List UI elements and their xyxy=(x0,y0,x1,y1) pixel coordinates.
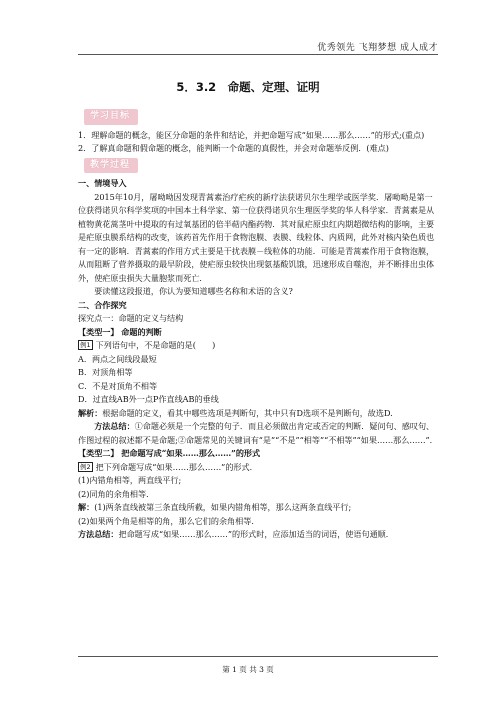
goals-banner: 学习目标 xyxy=(84,109,138,125)
explore-point: 探究点一：命题的定义与结构 xyxy=(78,313,184,323)
analysis-text: 根据命题的定义，看其中哪些选项是判断句，其中只有D选项不是判断句，故选D. xyxy=(102,407,393,418)
option-item: C．不是对顶角不相等 xyxy=(78,380,158,391)
lesson-content xyxy=(78,107,438,542)
section-heading: 二、合作探究 xyxy=(78,299,127,310)
answer xyxy=(78,501,438,515)
summary-label: 方法总结： xyxy=(94,421,135,431)
section-heading: 一、情境导入 xyxy=(78,178,127,188)
answer-line: (2)如果两个角是相等的角，那么它们的余角相等． xyxy=(78,515,260,526)
type-title: 【类型一】 命题的判断 xyxy=(78,326,162,337)
example-number-badge: 例2 xyxy=(80,462,91,471)
sub-item: (2)同角的余角相等． xyxy=(78,488,155,499)
example-number-badge: 例1 xyxy=(80,341,91,349)
example-question-text: 把下列命题写成“如果……那么……”的形式． xyxy=(95,461,258,472)
intro-paragraph: 2015年10月，屠呦呦因发现青蒿素治疗疟疾的新疗法获诺贝尔生理学或医学奖．屠呦呦是第一位获得诺贝尔科学奖项的中国本土科学家、第一位获得诺贝尔生理医学奖的华人科学家．青蒿素是从植物黄花蒿茎叶中提取的有过氧基团的倍半萜内酯药物．其对鼠疟原虫红内期超微结构的影响，主要是疟原虫膜系结构的改变，该药首先作用于食物泡膜、表膜、线粒体、内质网，此外对核内染色质也有一定的影响．青蒿素的作用方式主要是干扰表膜－线粒体的功能．可能是青蒿素作用于食物泡膜，从而阻断了营养摄取的最早阶段，使疟原虫较快出现氨基酸饥饿，迅速形成自噬泡，并不断排出虫体外，使疟原虫损失大量胞浆而死亡． xyxy=(78,191,435,283)
analysis-label: 解析： xyxy=(78,407,103,418)
summary-text: 把命题写成“如果……那么……”的形式时，应添加适当的词语，使语句通顺． xyxy=(118,529,394,539)
goal-item: 1．理解命题的概念，能区分命题的条件和结论，并把命题写成“如果……那么……”的形式;(重点) xyxy=(78,129,425,140)
example-question-text: 下列语句中，不是命题的是( ) xyxy=(95,340,216,350)
answer-text: (1)两条直线被第三条直线所截，如果内错角相等，那么这两条直线平行; xyxy=(94,502,352,512)
analysis xyxy=(78,407,438,421)
option-item: A．两点之间线段最短 xyxy=(78,353,157,364)
option-item: D．过直线AB外一点P作直线AB的垂线 xyxy=(78,394,219,404)
header-divider xyxy=(78,54,438,55)
lesson-title: 5．3.2 命题、定理、证明 xyxy=(176,80,320,94)
sub-item: (1)内错角相等，两直线平行; xyxy=(78,475,182,485)
page-number: 第 1 页 共 3 页 xyxy=(222,665,274,674)
answer-label: 解： xyxy=(78,502,95,512)
footer-divider xyxy=(78,656,438,657)
method-summary xyxy=(78,420,438,447)
example-question xyxy=(78,461,438,475)
goal-item: 2．了解真命题和假命题的概念，能判断一个命题的真假性，并会对命题举反例．(难点) xyxy=(78,143,389,153)
example-question xyxy=(78,339,438,353)
summary-label: 方法总结： xyxy=(78,529,119,539)
summary-text: ①命题必须是一个完整的句子．而且必须做出肯定或否定的判断．疑问句、感叹句、作图过程的叙述都不是命题;②命题常见的关键词有“是”“不是”“相等”“不相等”“如果……那么……”． xyxy=(78,421,438,445)
option-item: B．对顶角相等 xyxy=(78,367,133,377)
process-banner: 教学过程 xyxy=(84,158,138,174)
type-title: 【类型二】 把命题写成“如果……那么……”的形式 xyxy=(78,448,261,458)
intro-question: 要读懂这段报道，你认为要知道哪些名称和术语的含义? xyxy=(94,286,293,296)
header-slogan: 优秀领先 飞翔梦想 成人成才 xyxy=(317,43,438,53)
method-summary xyxy=(78,528,438,542)
